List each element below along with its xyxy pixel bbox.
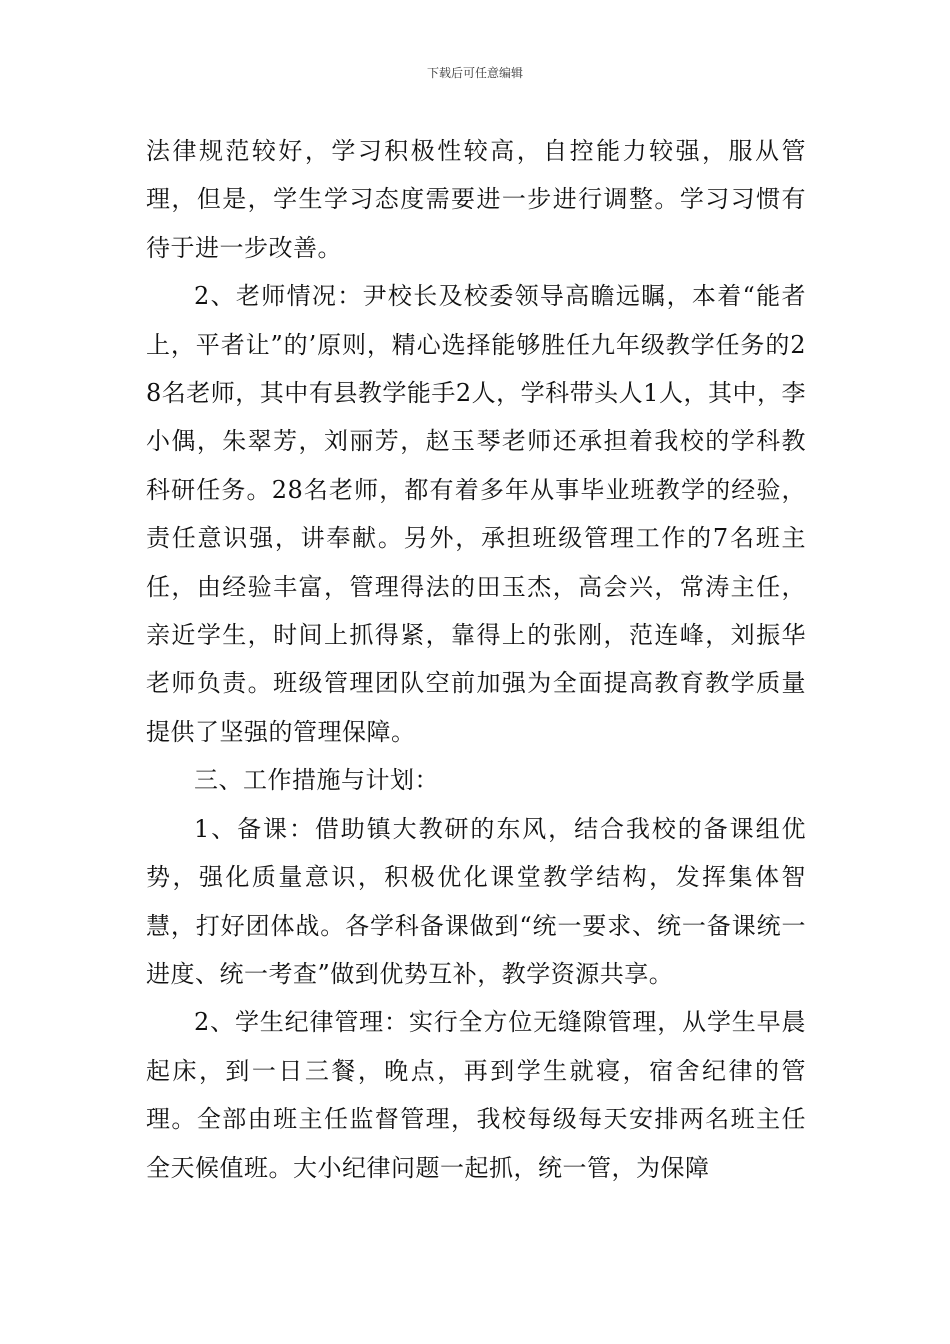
paragraph-4: 1、备课：借助镇大教研的东风，结合我校的备课组优势，强化质量意识，积极优化课堂教学结构，发挥集体智慧，打好团体战。各学科备课做到“统一要求、统一备课统一进度、统一考查”做到优势互补，教学资源共享。 bbox=[146, 814, 806, 988]
document-body bbox=[146, 127, 806, 1192]
paragraph-3: 三、工作措施与计划： bbox=[194, 766, 439, 795]
paragraph-1: 法律规范较好，学习积极性较高，自控能力较强，服从管理，但是，学生学习态度需要进一步进行调整。学习习惯有待于进一步改善。 bbox=[146, 137, 806, 262]
paragraph-2: 2、老师情况：尹校长及校委领导高瞻远瞩，本着“能者上，平者让”的’原则，精心选择能够胜任九年级教学任务的28名老师，其中有县教学能手2人，学科带头人1人，其中，李小偶，朱翠芳，刘丽芳，赵玉琴老师还承担着我校的学科教科研任务。28名老师，都有着多年从事毕业班教学的经验，责任意识强，讲奉献。另外，承担班级管理工作的7名班主任，由经验丰富，管理得法的田玉杰，高会兴，常涛主任，亲近学生，时间上抓得紧，靠得上的张刚，范连峰，刘振华老师负责。班级管理团队空前加强为全面提高教育教学质量提供了坚强的管理保障。 bbox=[146, 282, 806, 746]
paragraph-5: 2、学生纪律管理：实行全方位无缝隙管理，从学生早晨起床，到一日三餐，晚点，再到学生就寝，宿舍纪律的管理。全部由班主任监督管理，我校每级每天安排两名班主任全天候值班。大小纪律问题一起抓，统一管，为保障 bbox=[146, 1008, 806, 1182]
page-header: 下载后可任意编辑 bbox=[426, 66, 523, 80]
